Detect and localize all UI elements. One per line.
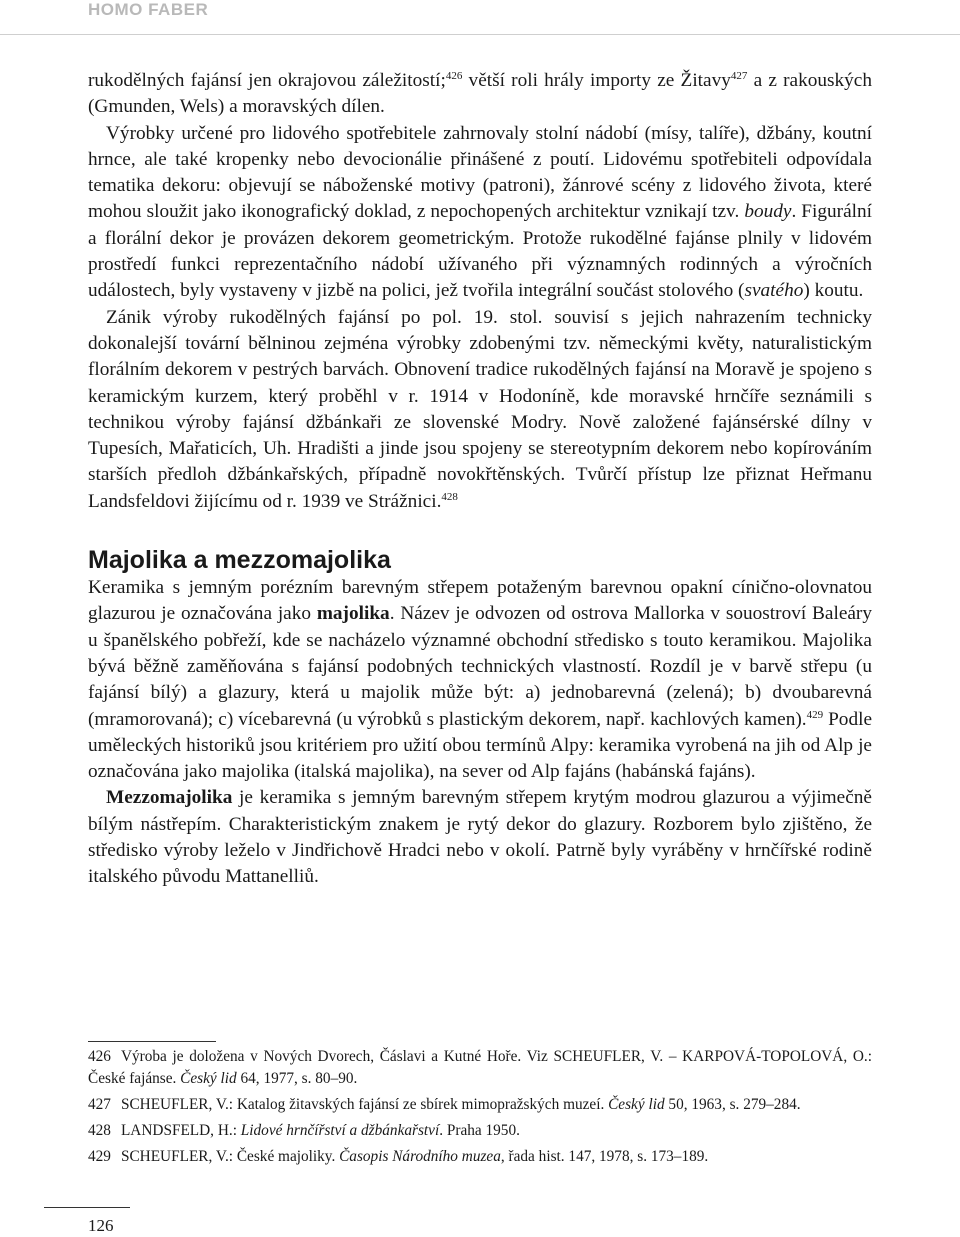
footnote-text: SCHEUFLER, V.: České majoliky. [120,1148,340,1165]
paragraph [88,575,872,785]
footnote-italic: Český lid [180,1070,237,1087]
text: rukodělných fajánsí jen okrajovou záležitostí; [88,70,446,91]
footnote-ref[interactable]: 429 [806,708,824,721]
running-title: HOMO FABER [88,0,209,19]
text: Výrobky určené pro lidového spotřebitele zahrnovaly stolní nádobí (mísy, talíře), džbány, koutní hrnce, ale také kropenky nebo devocionálie přinášené z poutí. Lidovému spotřebiteli odpovídala tematika dekoru: objevují se náboženské motivy (patroni), žánrové scény z lidového života, které mohou sloužit jako ikonografický doklad, z nepochopených architektur vznikají tzv. [88,122,872,223]
footnote [88,1094,872,1116]
text: Podle uměleckých historiků jsou kritériem pro užití obou termínů Alpy: keramika vyrobená na jih od Alp je označována jako majolika (italská majolika), na sever od Alp fajáns (habánská fajáns). [88,708,873,783]
footnote [88,1146,872,1168]
footnote-text: Výroba je doložena v Nových Dvorech, Čáslavi a Kutné Hoře. Viz SCHEUFLER, V. – KARPOVÁ-TOPOLOVÁ, O.: České fajánse. [88,1048,872,1087]
footnote [88,1046,872,1090]
footnote [88,1120,872,1142]
page-number-rule [44,1207,130,1208]
footnote-text: 50, 1963, s. 279–284. [664,1096,801,1113]
footnote-number: 427 [88,1096,111,1113]
footnote-text: , řada hist. 147, 1978, s. 173–189. [500,1148,709,1165]
text: je keramika s jemným barevným střepem krytým modrou glazurou a výjimečně bílým nástřepím. Charakteristickým znakem je rytý dekor do glazury. Rozborem bylo zjištěno, že středisko výroby leželo v Jindřichově Hradci nebo v okolí. Patrně byly vyráběny v hrnčířské rodině italského původu Mattanelliů. [88,787,872,888]
footnote-text: SCHEUFLER, V.: Katalog žitavských fajánsí ze sbírek mimopražských muzeí. [120,1096,609,1113]
footnote-text: . Praha 1950. [439,1122,520,1139]
footnote-number: 429 [88,1148,111,1165]
footnote-text: LANDSFELD, H.: [120,1122,241,1139]
bold-term: majolika [316,603,390,625]
bold-term: Mezzomajolika [106,787,233,809]
footnote-number: 426 [88,1048,111,1065]
text: větší roli hrály importy ze Žitavy [462,70,731,91]
text: . Název je odvozen od ostrova Mallorka v souostroví Baleáry u španělského pobřeží, kde se nacházelo významné obchodní středisko s touto keramikou. Majolika bývá běžně zaměňována s fajánsí podobných technických vlastností. Rozdíl je v barvě střepu (u fajánsí bílý) a glazury, která u majolik může být: a) jednobarevná (zelená); b) dvoubarevná (mramorovaná); c) vícebarevná (u výrobků s plastickým dekorem, např. kachlových kamen). [88,603,872,730]
footnote-separator [88,1041,216,1042]
footnote-text: 64, 1977, s. 80–90. [236,1070,358,1087]
footnote-number: 428 [88,1122,111,1139]
page-number: 126 [88,1216,114,1235]
paragraph [88,305,872,515]
italic-term: svatého [744,280,804,302]
footnote-italic: Lidové hrnčířství a džbánkařství [240,1122,440,1139]
paragraph [88,68,872,121]
footnote-italic: Časopis Národního muzea [339,1148,501,1165]
text: ) koutu. [803,280,864,302]
footnote-ref[interactable]: 426 [445,70,463,82]
text: . Figurální a florální dekor je provázen dekorem geometrickým. Protože rukodělné fajánse plnily v lidovém prostředí funkci reprezentačního nádobí užívaného při významných rodinných a výročních událostech, byly vystaveny v jizbě na polici, jež tvořila integrální součást stolového ( [88,201,872,302]
running-header [0,0,960,35]
paragraph [88,785,872,890]
footnote-italic: Český lid [608,1096,665,1113]
text: Keramika s jemným porézním barevným střepem potaženým barevnou opakní cínično-olovnatou glazurou je označována jako [88,577,872,625]
section-heading: Majolika a mezzomajolika [88,546,391,575]
footnotes [88,1046,872,1172]
main-text [88,68,872,891]
text: a z rakouských (Gmunden, Wels) a moravských dílen. [88,70,873,118]
footnote-ref[interactable]: 427 [730,70,748,82]
footnote-ref[interactable]: 428 [441,490,458,503]
paragraph [88,121,872,305]
italic-term: boudy [744,201,792,223]
text: Zánik výroby rukodělných fajánsí po pol. 19. stol. souvisí s jejich nahrazením technicky dokonalejší tovární bělninou zejména výrobky zdobenými tzv. německými květy, naturalistickým florálním dekorem v pestrých barvách. Obnovení tradice rukodělných fajánsí na Moravě je spojeno s keramickým kurzem, který proběhl v r. 1914 v Hodoníně, kde moravské hrnčíře seznámili s technikou výroby fajánsí džbánkaři ze slovenské Modry. Nově založené fajánsérské dílny v Tupesích, Mařaticích, Uh. Hradišti a jinde jsou spojeny se stereotypním dekorem nebo kopírováním starších předloh džbánkařských, případně novokřtěnských. Tvůrčí přístup lze přiznat Heřmanu Landsfeldovi žijícímu od r. 1939 ve Strážnici. [88,306,872,512]
